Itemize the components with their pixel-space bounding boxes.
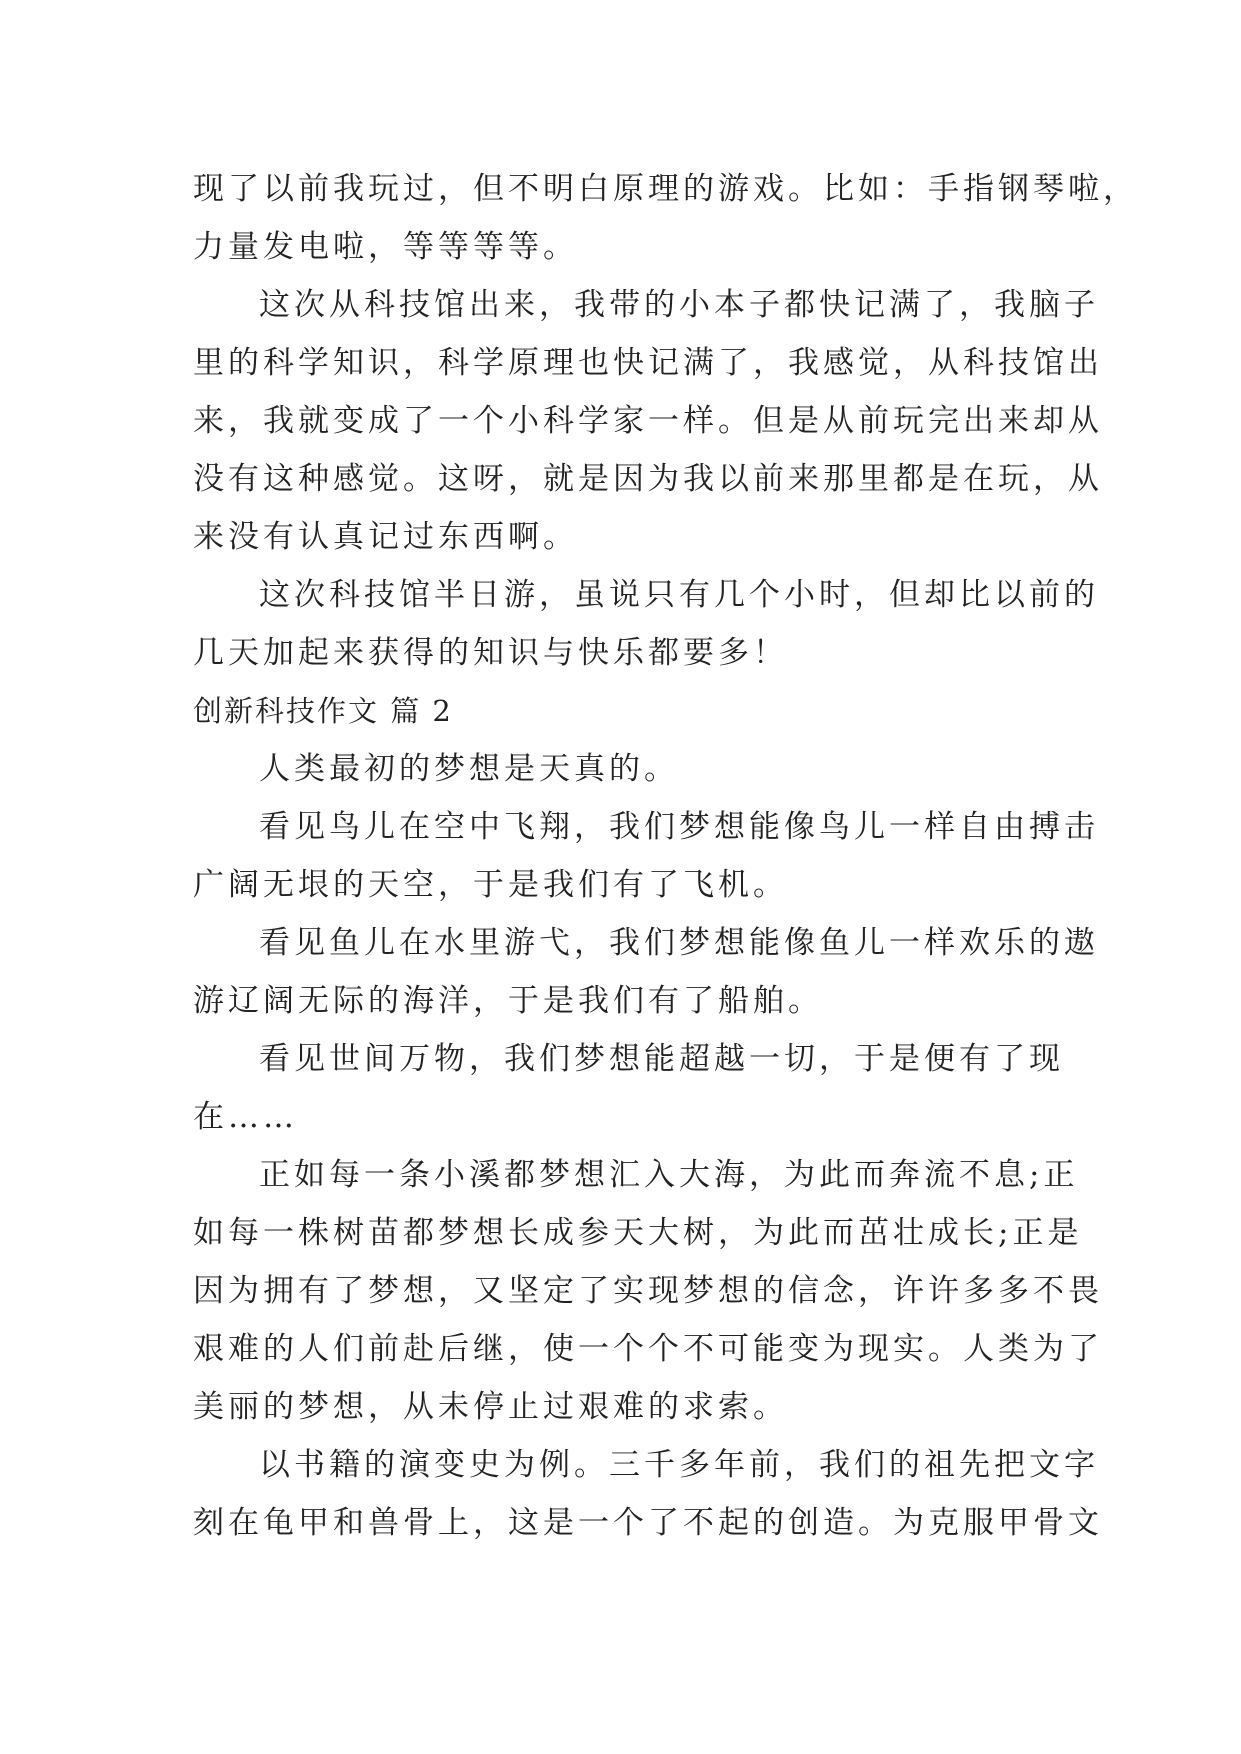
paragraph-start-line: 人类最初的梦想是天真的。 [259,751,679,787]
text-line: 艰难的人们前赴后继，使一个个不可能变为现实。人类为了 [193,1331,1103,1367]
text-line: 来没有认真记过东西啊。 [193,519,578,555]
paragraph-start-line: 看见世间万物，我们梦想能超越一切，于是便有了现 [259,1041,1064,1077]
text-line: 广阔无垠的天空，于是我们有了飞机。 [193,867,788,903]
text-line: 在…… [193,1099,298,1135]
text-line: 来，我就变成了一个小科学家一样。但是从前玩完出来却从 [193,403,1103,439]
paragraph-start-line: 这次科技馆半日游，虽说只有几个小时，但却比以前的 [259,577,1099,613]
text-line: 如每一株树苗都梦想长成参天大树，为此而茁壮成长;正是 [193,1215,1083,1251]
paragraph-start-line: 看见鱼儿在水里游弋，我们梦想能像鱼儿一样欢乐的遨 [259,925,1099,961]
paragraph-start-line: 这次从科技馆出来，我带的小本子都快记满了，我脑子 [259,287,1099,323]
text-line: 里的科学知识，科学原理也快记满了，我感觉，从科技馆出 [193,345,1103,381]
paragraph-start-line: 正如每一条小溪都梦想汇入大海，为此而奔流不息;正 [259,1157,1079,1193]
text-line: 力量发电啦，等等等等。 [193,229,578,265]
text-line: 现了以前我玩过，但不明白原理的游戏。比如：手指钢琴啦， [193,171,1138,207]
text-line: 几天加起来获得的知识与快乐都要多！ [193,635,788,671]
text-line: 美丽的梦想，从未停止过艰难的求索。 [193,1389,788,1425]
text-line: 没有这种感觉。这呀，就是因为我以前来那里都是在玩，从 [193,461,1103,497]
section-heading: 创新科技作文 篇 2 [193,694,453,728]
text-line: 因为拥有了梦想，又坚定了实现梦想的信念，许许多多不畏 [193,1273,1103,1309]
text-line: 刻在龟甲和兽骨上，这是一个了不起的创造。为克服甲骨文 [193,1505,1103,1541]
text-line: 游辽阔无际的海洋，于是我们有了船舶。 [193,983,823,1019]
paragraph-start-line: 以书籍的演变史为例。三千多年前，我们的祖先把文字 [259,1447,1099,1483]
paragraph-start-line: 看见鸟儿在空中飞翔，我们梦想能像鸟儿一样自由搏击 [259,809,1099,845]
document-body [193,160,1138,1552]
